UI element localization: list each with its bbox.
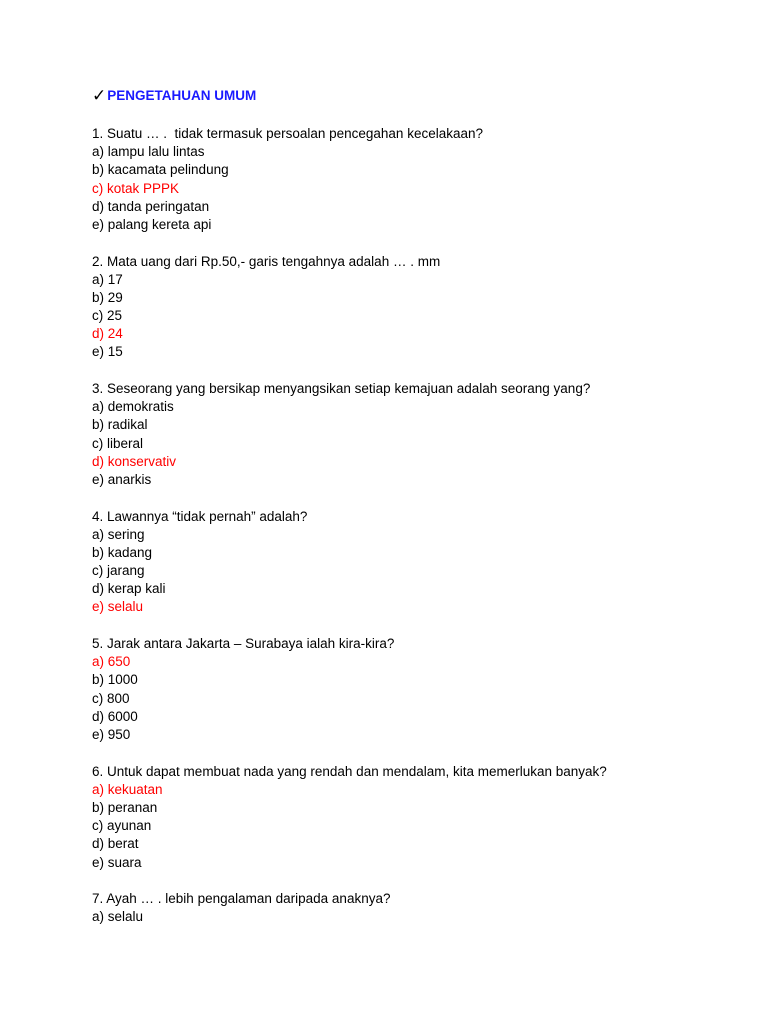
answer-option: d) konservativ: [92, 453, 177, 469]
question-block: [92, 125, 732, 234]
option-text: a) lampu lalu lintas: [92, 144, 205, 160]
option-text: b) 29: [92, 289, 123, 305]
option-text: d) tanda peringatan: [92, 198, 210, 214]
document-page: [92, 86, 732, 945]
option-text: a) 17: [92, 271, 123, 287]
question-text: 4. Lawannya “tidak pernah” adalah?: [92, 508, 308, 524]
answer-option: e) selalu: [92, 599, 144, 615]
option-text: d) 6000: [92, 708, 138, 724]
answer-option: c) kotak PPPK: [92, 180, 180, 196]
section-heading: [92, 86, 732, 106]
option-text: c) 800: [92, 690, 130, 706]
question-text: 1. Suatu … . tidak termasuk persoalan pencegahan kecelakaan?: [92, 126, 483, 141]
option-text: e) 950: [92, 727, 131, 742]
question-text: 2. Mata uang dari Rp.50,- garis tengahnya adalah … . mm: [92, 253, 441, 269]
question-text: 6. Untuk dapat membuat nada yang rendah dan mendalam, kita memerlukan banyak?: [92, 763, 607, 779]
option-text: c) liberal: [92, 435, 144, 451]
option-text: d) kerap kali: [92, 581, 166, 597]
option-text: c) 25: [92, 308, 123, 324]
option-text: c) jarang: [92, 563, 145, 579]
question-text: 7. Ayah … . lebih pengalaman daripada anaknya?: [92, 891, 391, 907]
option-text: e) anarkis: [92, 471, 152, 487]
option-text: c) ayunan: [92, 818, 152, 834]
option-text: d) berat: [92, 836, 139, 852]
option-text: e) suara: [92, 854, 142, 870]
question-text: 3. Seseorang yang bersikap menyangsikan setiap kemajuan adalah seorang yang?: [92, 381, 591, 397]
answer-option: d) 24: [92, 326, 123, 342]
option-text: b) peranan: [92, 799, 158, 815]
question-list: [92, 125, 732, 926]
question-block: [92, 890, 732, 926]
option-text: e) 15: [92, 344, 123, 360]
option-text: b) radikal: [92, 417, 148, 433]
checkmark-icon: ✓: [92, 86, 107, 105]
question-block: [92, 253, 732, 362]
question-block: [92, 635, 732, 744]
question-block: [92, 508, 732, 617]
option-text: a) selalu: [92, 909, 144, 925]
question-text: 5. Jarak antara Jakarta – Surabaya ialah kira-kira?: [92, 636, 395, 652]
option-text: e) palang kereta api: [92, 216, 212, 232]
option-text: b) kadang: [92, 544, 153, 560]
option-text: a) demokratis: [92, 399, 174, 415]
answer-option: a) 650: [92, 654, 131, 670]
option-text: b) kacamata pelindung: [92, 162, 229, 178]
question-block: [92, 763, 732, 872]
section-title: PENGETAHUAN UMUM: [107, 88, 257, 103]
option-text: b) 1000: [92, 672, 138, 688]
option-text: a) sering: [92, 526, 145, 542]
answer-option: a) kekuatan: [92, 781, 163, 797]
question-block: [92, 380, 732, 489]
